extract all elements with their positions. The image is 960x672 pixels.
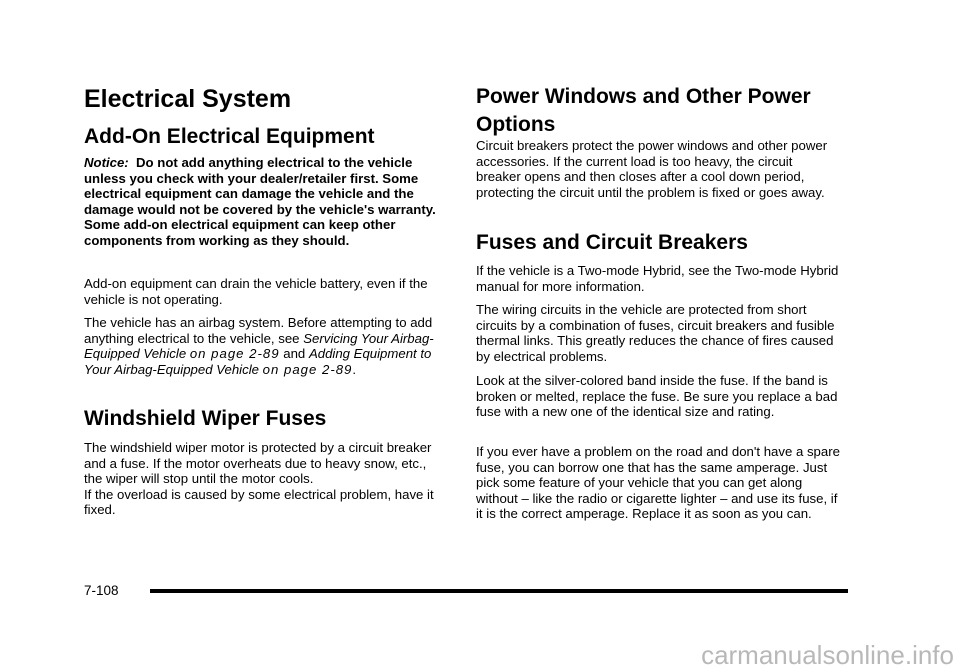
notice-label: Notice:	[84, 155, 129, 170]
electrical-system-heading: Electrical System	[84, 85, 292, 113]
addon-p2-end: .	[352, 361, 357, 377]
fuses-paragraph-3: Look at the silver-colored band inside the fuse. If the band is broken or melted, replace the fuse. Be sure you replace a bad fuse with a new one of the identical size and rating.	[476, 373, 838, 420]
watermark: carmanualsonline.info	[701, 640, 954, 670]
wiper-p1: The windshield wiper motor is protected by a circuit breaker and a fuse. If the motor overheats due to heavy snow, etc., the wiper will stop until the motor cools.	[84, 440, 432, 487]
fuses-paragraph-2: The wiring circuits in the vehicle are protected from short circuits by a combination of fuses, circuit breakers and fusible thermal links. This greatly reduces the chance of fires caused by electrical problems.	[476, 302, 835, 364]
notice-text: Do not add anything electrical to the vehicle unless you check with your dealer/retailer first. Some electrical equipment can damage the vehicle and the damage would not be covered by the vehicle's warranty. Some add-on electrical equipment can keep other components from working as they should.	[84, 155, 436, 248]
addon-p2-and: and	[283, 346, 306, 362]
power-windows-heading	[476, 83, 811, 139]
windshield-wiper-fuses-heading: Windshield Wiper Fuses	[84, 407, 327, 430]
addon-paragraph-2	[84, 315, 448, 377]
addon-paragraph-1: Add-on equipment can drain the vehicle battery, even if the vehicle is not operating.	[84, 276, 428, 307]
fuses-paragraph-4: If you ever have a problem on the road and don't have a spare fuse, you can borrow one that has the same amperage. Just pick some feature of your vehicle that you can get along without – like the radio or cigarette lighter – and use its fuse, if it is the correct amperage. Replace it as soon as you can.	[476, 444, 840, 522]
wiper-paragraph	[84, 440, 448, 518]
power-windows-heading-line1: Power Windows and Other Power	[476, 85, 811, 108]
addon-equipment-heading: Add-On Electrical Equipment	[84, 125, 375, 148]
airbag-servicing-ref[interactable]: Servicing Your Airbag-Equipped Vehicle	[84, 330, 434, 362]
power-windows-heading-line2: Options	[476, 113, 556, 136]
footer-rule	[150, 589, 848, 593]
adding-equipment-ref[interactable]: Adding Equipment to Your Airbag-Equipped Vehicle	[84, 346, 432, 377]
wiper-p2: If the overload is caused by some electrical problem, have it fixed.	[84, 486, 434, 518]
page-ref-1[interactable]: on page 2-89	[189, 346, 280, 362]
page-number: 7-108	[84, 583, 119, 598]
power-windows-paragraph: Circuit breakers protect the power windows and other power accessories. If the current load is too heavy, the circuit breaker opens and then closes after a cool down period, protecting the circuit until the problem is fixed or goes away.	[476, 138, 828, 200]
addon-p2-start: The vehicle has an airbag system. Before attempting to add anything electrical to the vehicle, see	[84, 315, 433, 346]
notice-paragraph	[84, 155, 448, 249]
fuses-paragraph-1: If the vehicle is a Two-mode Hybrid, see the Two-mode Hybrid manual for more information.	[476, 263, 839, 294]
page-ref-2[interactable]: on page 2-89	[262, 361, 353, 377]
fuses-circuit-breakers-heading: Fuses and Circuit Breakers	[476, 231, 748, 254]
